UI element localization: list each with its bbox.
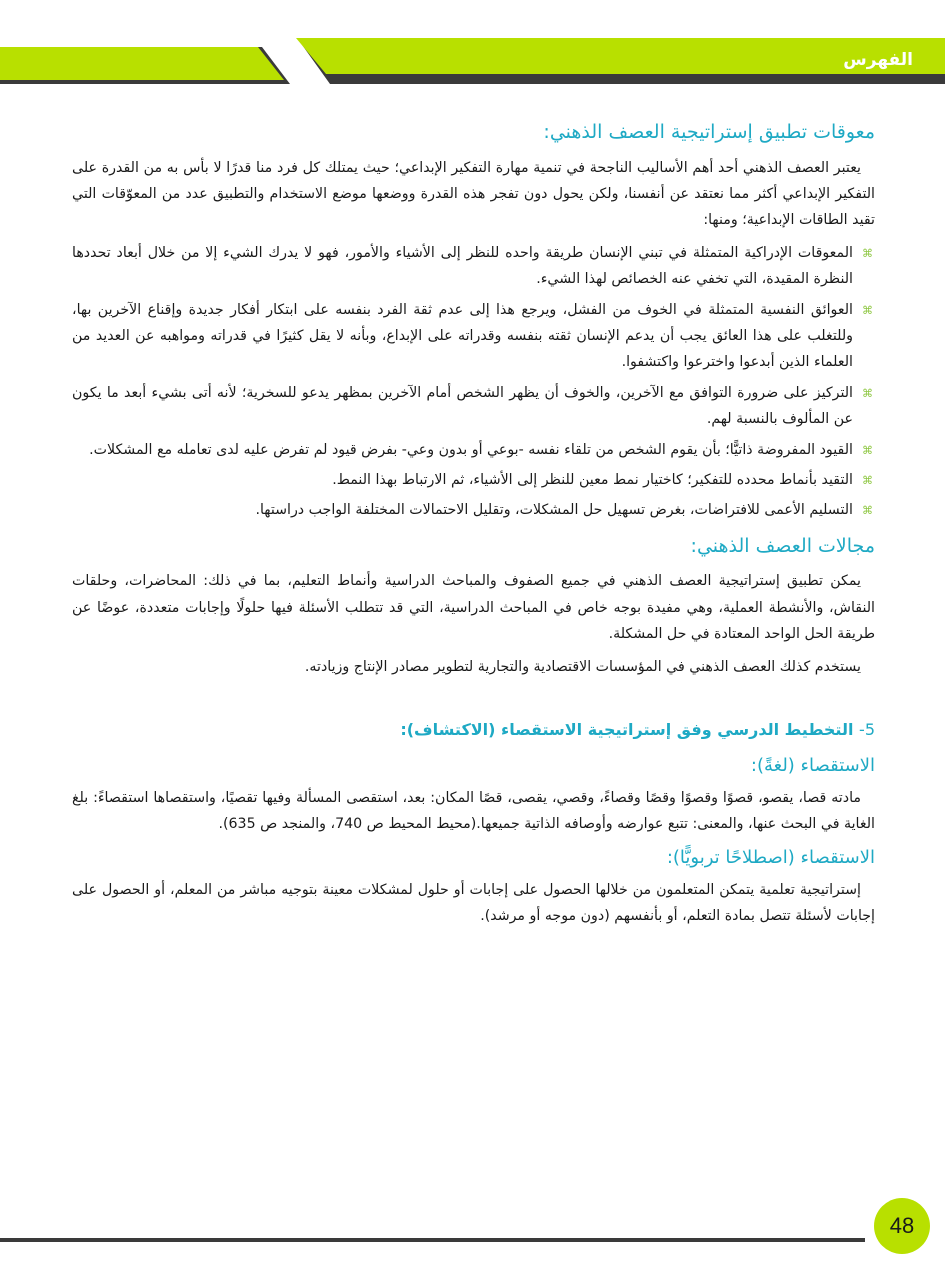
- page-header: [0, 0, 945, 100]
- bullet-icon: ⌘: [862, 386, 873, 400]
- educational-definition: إستراتيجية تعلمية يتمكن المتعلمون من خلالها الحصول على إجابات أو حلول لمشكلات معينة بتوجيه مباشر من المعلم، أو الحصول على إجابات لأسئلة تتصل بمادة التعلم، أو بأنفسهم (دون موجه أو مرشد).: [72, 881, 875, 925]
- list-item: [72, 467, 875, 493]
- list-item-text: القيود المفروضة ذاتيًّا؛ بأن يقوم الشخص من تلقاء نفسه -بوعي أو بدون وعي- بفرض قيود لم تفرض عليه لدى تعامله مع المشكلات.: [89, 441, 853, 458]
- list-item: [72, 297, 875, 376]
- list-item-text: التسليم الأعمى للافتراضات، بغرض تسهيل حل المشكلات، وتقليل الاحتمالات المختلفة الواجب دراستها.: [255, 502, 853, 519]
- fields-paragraph-2: يستخدم كذلك العصف الذهني في المؤسسات الاقتصادية والتجارية لتطوير مصادر الإنتاج وزيادته.: [304, 658, 861, 675]
- list-item: [72, 437, 875, 463]
- fields-paragraph-1: يمكن تطبيق إستراتيجية العصف الذهني في جميع الصفوف والمباحث الدراسية وأنماط التعليم، بما في ذلك: المحاضرات، وحلقات النقاش، والأنشطة العملية، وهي مفيدة بوجه خاص في المباحث الدراسية، التي قد تتطلب الأسئلة فيها حلولًا وإجابات متعددة، عوضًا عن طريقة الحل الواحد المعتادة في حل المشكلة.: [72, 573, 875, 643]
- list-item: [72, 497, 875, 523]
- section-number: 5-: [859, 719, 875, 739]
- subheading-linguistic: الاستقصاء (لغةً):: [750, 754, 875, 776]
- subheading-educational: الاستقصاء (اصطلاحًا تربويًّا):: [666, 846, 875, 868]
- page-content: [72, 118, 875, 936]
- toc-link[interactable]: الفهرس: [843, 50, 913, 70]
- bullet-icon: ⌘: [862, 504, 873, 518]
- bullet-icon: ⌘: [862, 303, 873, 317]
- section-heading-obstacles: معوقات تطبيق إستراتيجية العصف الذهني:: [543, 121, 875, 143]
- list-item-text: المعوقات الإدراكية المتمثلة في تبني الإنسان طريقة واحده للنظر إلى الأشياء والأمور، فهو لا يدرك الشيء إلا من خلال أبعاد تحددها النظرة المقيدة، التي تخفي عنه الخصائص لهذا الشيء.: [72, 244, 853, 288]
- header-left-green-tab: [0, 47, 284, 80]
- obstacles-intro: يعتبر العصف الذهني أحد أهم الأساليب الناجحة في تنمية مهارة التفكير الإبداعي؛ حيث يمتلك كل فرد منا قدرًا لا بأس به من القدرة على التفكير الإبداعي أكثر مما نعتقد عن أنفسنا، ولكن يحول دون تفجر هذه القدرة ووضعها موضع الاستخدام والتطبيق عدد من المعوّقات التي تقيد الطاقات الإبداعية؛ ومنها:: [72, 159, 875, 229]
- section-title: التخطيط الدرسي وفق إستراتيجية الاستقصاء (الاكتشاف):: [400, 719, 854, 739]
- page-number-badge: 48: [874, 1198, 930, 1254]
- footer-rule: [0, 1238, 865, 1242]
- header-band-graphic: [0, 0, 945, 100]
- list-item-text: التقيد بأنماط محدده للتفكير؛ كاختيار نمط معين للنظر إلى الأشياء، ثم الارتباط بهذا النمط.: [332, 471, 853, 488]
- linguistic-definition: مادته قصا، يقصو، قصوًا وقصوًا وقصًا وقصاءً، وقصي، يقصى، قصًا المكان: بعد، استقصى المسألة وفيها تقصيًا، واستقصاها استقصاءً: بلغ الغاية في البحث عنها، والمعنى: تتبع عوارضه وأوصافه الذاتية جميعها.(محيط المحيط ص 740، والمنجد ص 635).: [72, 789, 875, 833]
- list-item-text: العوائق النفسية المتمثلة في الخوف من الفشل، ويرجع هذا إلى عدم ثقة الفرد بنفسه على ابتكار أفكار جديدة وإقناع الآخرين بها، وللتغلب على هذا العائق يجب أن يدعم الإنسان ثقته بنفسه وقدراته على الإبداع، وبأنه لا يقل كثيرًا في قدراته ومواهبه عن العديد من العلماء الذين أبدعوا واخترعوا واكتشفوا.: [72, 301, 853, 371]
- section-heading-inquiry: [72, 718, 875, 742]
- bullet-icon: ⌘: [862, 473, 873, 487]
- obstacles-list: [72, 240, 875, 524]
- list-item: [72, 380, 875, 433]
- bullet-icon: ⌘: [862, 443, 873, 457]
- bullet-icon: ⌘: [862, 246, 873, 260]
- section-heading-fields: مجالات العصف الذهني:: [690, 534, 875, 557]
- list-item: [72, 240, 875, 293]
- list-item-text: التركيز على ضرورة التوافق مع الآخرين، والخوف أن يظهر الشخص أمام الآخرين بمظهر يدعو للسخرية؛ لأنه أتى بشيء أبعد ما يكون عن المألوف بالنسبة لهم.: [72, 384, 853, 428]
